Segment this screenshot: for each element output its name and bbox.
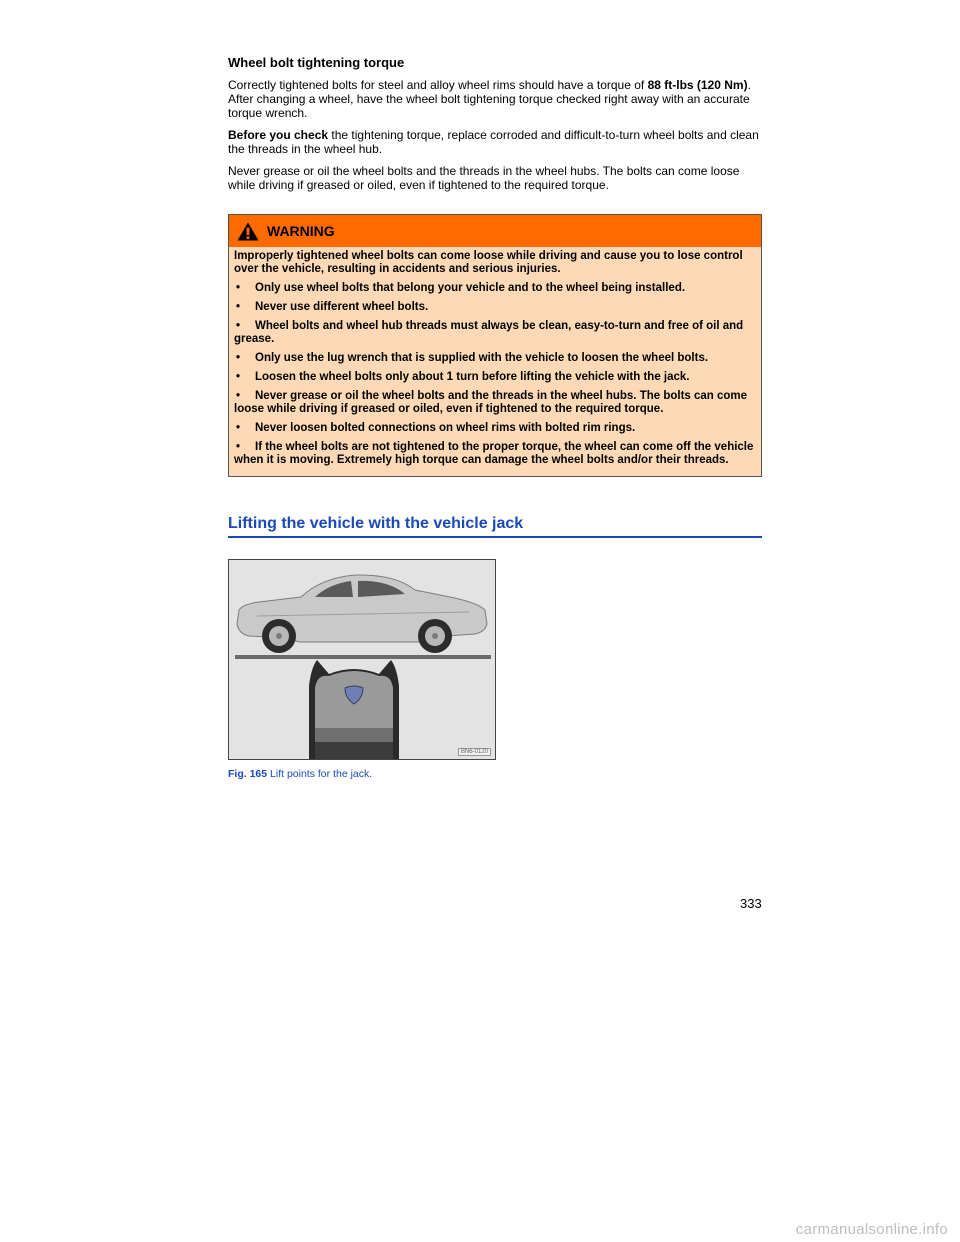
page-content bbox=[228, 50, 762, 780]
warning-item bbox=[234, 352, 756, 365]
car-lift-figure bbox=[228, 559, 496, 760]
bullet: • bbox=[236, 320, 241, 332]
warning-item-text: Never grease or oil the wheel bolts and the threads in the wheel hubs. The bolts can come loose while driving if greased or oiled, even if tightened to the required torque. bbox=[234, 390, 748, 415]
warning-item-text: Wheel bolts and wheel hub threads must always be clean, easy-to-turn and free of oil and grease. bbox=[234, 320, 744, 345]
bullet: • bbox=[236, 441, 241, 453]
warning-item bbox=[234, 320, 756, 346]
lift-heading: Lifting the vehicle with the vehicle jack bbox=[228, 515, 524, 532]
bullet: • bbox=[236, 390, 241, 402]
torque-text-1: Correctly tightened bolts for steel and alloy wheel rims should have a torque of bbox=[228, 78, 648, 92]
warning-item bbox=[234, 422, 756, 435]
bullet: • bbox=[236, 422, 241, 434]
warning-header bbox=[229, 215, 761, 247]
watermark: carmanualsonline.info bbox=[795, 1221, 948, 1238]
figure-caption bbox=[228, 768, 762, 780]
check-text: the tightening torque, replace corroded and difficult-to-turn wheel bolts and clean the threads in the wheel hub. bbox=[228, 128, 759, 156]
warning-item-text: Never loosen bolted connections on wheel rims with bolted rim rings. bbox=[255, 422, 636, 434]
torque-heading: Wheel bolt tightening torque bbox=[228, 55, 405, 70]
car-illustration bbox=[229, 560, 495, 759]
torque-paragraph bbox=[228, 78, 762, 120]
warning-item bbox=[234, 390, 756, 416]
warning-box bbox=[228, 214, 762, 477]
warning-body bbox=[229, 247, 761, 476]
warning-item bbox=[234, 371, 756, 384]
page-number: 333 bbox=[740, 896, 762, 911]
warning-title: WARNING bbox=[267, 223, 335, 239]
check-lead: Before you check bbox=[228, 128, 329, 142]
grease-paragraph: Never grease or oil the wheel bolts and the threads in the wheel hubs. The bolts can come loose while driving if greased or oiled, even if tightened to the required torque. bbox=[228, 164, 740, 192]
figure-caption-text: Lift points for the jack. bbox=[267, 768, 373, 780]
bullet: • bbox=[236, 301, 241, 313]
lift-heading-wrap bbox=[228, 515, 762, 538]
warning-item bbox=[234, 301, 756, 314]
warning-item-text: Loosen the wheel bolts only about 1 turn before lifting the vehicle with the jack. bbox=[255, 371, 690, 383]
warning-item bbox=[234, 441, 756, 467]
check-paragraph bbox=[228, 128, 762, 156]
torque-text-2: . After changing a wheel, have the wheel bolt tightening torque checked right away with an accurate torque wrench. bbox=[228, 78, 751, 120]
warning-item-text: If the wheel bolts are not tightened to the proper torque, the wheel can come off the vehicle when it is moving. Extremely high torque can damage the wheel bolts and/or their threads. bbox=[234, 441, 754, 466]
bullet: • bbox=[236, 352, 241, 364]
warning-item bbox=[234, 282, 756, 295]
warning-triangle-icon bbox=[237, 222, 259, 241]
bullet: • bbox=[236, 282, 241, 294]
bullet: • bbox=[236, 371, 241, 383]
torque-value: 88 ft-lbs (120 Nm) bbox=[647, 78, 748, 92]
warning-item-text: Never use different wheel bolts. bbox=[255, 301, 429, 313]
warning-item-text: Only use wheel bolts that belong your vehicle and to the wheel being installed. bbox=[255, 282, 686, 294]
warning-intro: Improperly tightened wheel bolts can come loose while driving and cause you to lose control over the vehicle, resulting in accidents and serious injuries. bbox=[234, 250, 743, 275]
figure-code: BN6-0120 bbox=[458, 748, 491, 756]
figure-label: Fig. 165 bbox=[228, 768, 268, 780]
warning-item-text: Only use the lug wrench that is supplied with the vehicle to loosen the wheel bolts. bbox=[255, 352, 709, 364]
